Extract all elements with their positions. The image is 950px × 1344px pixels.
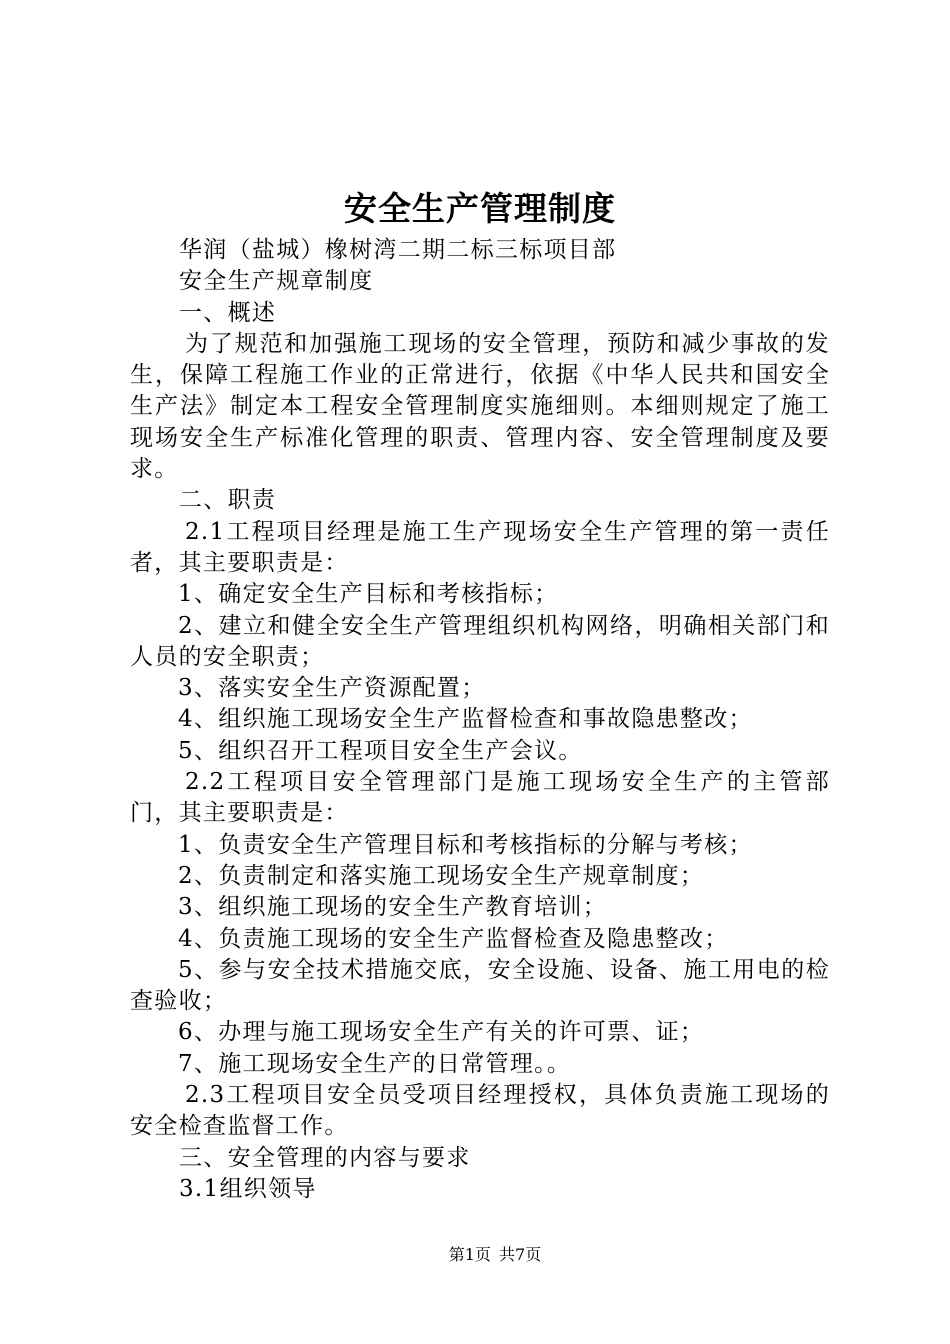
paragraph-2-1: 2.1工程项目经理是施工生产现场安全生产管理的第一责任者，其主要职责是： — [130, 518, 830, 576]
list-item: 3、组织施工现场的安全生产教育培训； — [178, 894, 608, 921]
page-footer: 第1页 共7页 — [448, 1245, 542, 1264]
list-item: 3、落实安全生产资源配置； — [178, 675, 486, 702]
paragraph-project-name: 华润（盐城）橡树湾二期二标三标项目部 — [179, 237, 617, 263]
paragraph-2-3: 2.3工程项目安全员受项目经理授权，具体负责施工现场的安全检查监督工作。 — [130, 1082, 830, 1140]
list-item: 4、组织施工现场安全生产监督检查和事故隐患整改； — [178, 706, 753, 733]
document-title: 安全生产管理制度 — [344, 189, 616, 228]
list-item: 6、办理与施工现场安全生产有关的许可票、证； — [178, 1019, 705, 1046]
list-item: 2、负责制定和落实施工现场安全生产规章制度； — [178, 862, 705, 889]
section-heading-requirements: 三、安全管理的内容与要求 — [179, 1144, 471, 1171]
list-item: 2、建立和健全安全生产管理组织机构网络，明确相关部门和人员的安全职责； — [130, 612, 830, 670]
list-item: 7、施工现场安全生产的日常管理。。 — [178, 1050, 572, 1077]
paragraph-rules-title: 安全生产规章制度 — [179, 268, 374, 295]
list-item: 4、负责施工现场的安全生产监督检查及隐患整改； — [178, 925, 729, 952]
list-item: 1、负责安全生产管理目标和考核指标的分解与考核； — [178, 831, 753, 858]
list-item: 1、确定安全生产目标和考核指标； — [178, 581, 559, 608]
paragraph-2-2: 2.2工程项目安全管理部门是施工现场安全生产的主管部门，其主要职责是： — [130, 769, 830, 827]
paragraph-overview: 为了规范和加强施工现场的安全管理，预防和减少事故的发生，保障工程施工作业的正常进行，依据《中华人民共和国安全生产法》制定本工程安全管理制度实施细则。本细则规定了施工现场安全生产标准化管理的职责、管理内容、安全管理制度及要求。 — [130, 330, 830, 483]
list-item: 5、组织召开工程项目安全生产会议。 — [178, 737, 583, 764]
list-item: 5、参与安全技术措施交底，安全设施、设备、施工用电的检查验收； — [130, 956, 830, 1015]
subsection-heading-3-1: 3.1组织领导 — [179, 1175, 317, 1202]
document-body — [130, 235, 830, 1205]
section-heading-overview: 一、概述 — [179, 299, 277, 326]
section-heading-duties: 二、职责 — [179, 487, 277, 514]
